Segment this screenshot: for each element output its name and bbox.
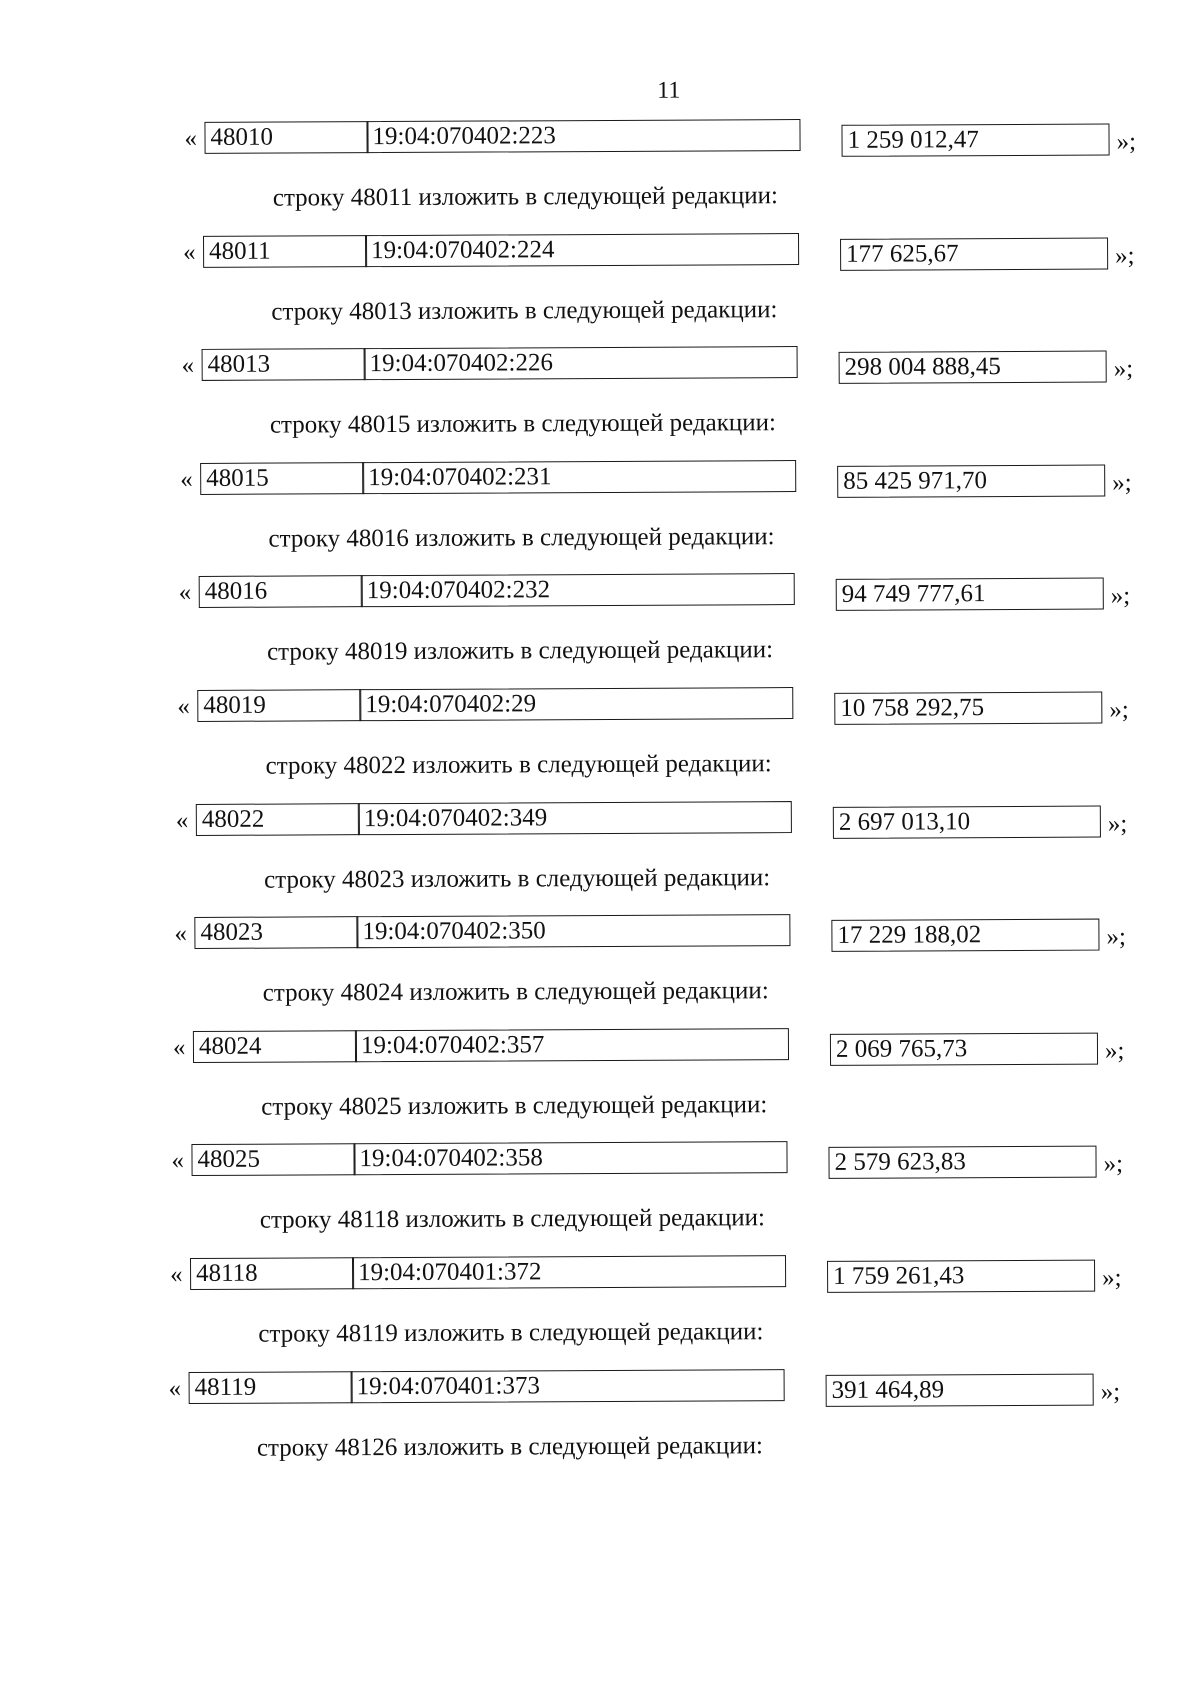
instruction-text: строку 48015 изложить в следующей редакции: (269, 409, 777, 439)
table-entry (0, 912, 1200, 1042)
table-entry (3, 1367, 1200, 1497)
table-entry (0, 344, 1198, 474)
table-entry (1, 1026, 1200, 1156)
cadastral-number-cell: 19:04:070402:231 (362, 460, 796, 494)
cadastral-number-cell: 19:04:070402:357 (355, 1028, 789, 1062)
close-quote: »; (1103, 1150, 1124, 1178)
row-number-cell: 48024 (193, 1030, 357, 1063)
close-quote: »; (1100, 1378, 1121, 1406)
cadastral-number-cell: 19:04:070402:358 (353, 1141, 787, 1175)
row-number-cell: 48011 (203, 235, 367, 268)
value-cell: 85 425 971,70 (837, 464, 1105, 497)
row-number-cell: 48023 (194, 916, 358, 949)
instruction-text: строку 48118 изложить в следующей редакции: (259, 1204, 765, 1235)
open-quote: « (184, 124, 198, 153)
close-quote: »; (1112, 469, 1132, 497)
table-row (175, 799, 1128, 839)
open-quote: « (170, 1261, 183, 1289)
instruction-text: строку 48016 изложить в следующей редакции: (268, 522, 775, 553)
close-quote: »; (1104, 1037, 1125, 1065)
cadastral-number-cell: 19:04:070402:349 (358, 801, 792, 835)
table-row (168, 1367, 1121, 1407)
instruction-text: строку 48025 изложить в следующей редакции: (261, 1090, 768, 1121)
cadastral-number-cell: 19:04:070402:226 (364, 346, 798, 380)
table-row (178, 572, 1131, 612)
row-number-cell: 48013 (202, 348, 366, 381)
row-number-cell: 48119 (189, 1371, 353, 1404)
cadastral-number-cell: 19:04:070401:372 (352, 1255, 786, 1289)
open-quote: « (168, 1374, 182, 1402)
value-cell: 17 229 188,02 (831, 919, 1099, 952)
close-quote: »; (1116, 128, 1137, 156)
instruction-text: строку 48023 изложить в следующей редакции: (264, 863, 771, 894)
cadastral-number-cell: 19:04:070402:223 (366, 119, 800, 153)
instruction-text: строку 48119 изложить в следующей редакции: (258, 1318, 764, 1348)
table-entry (2, 1253, 1200, 1383)
row-number-cell: 48118 (190, 1257, 354, 1290)
instruction-text: строку 48022 изложить в следующей редакции: (265, 750, 772, 780)
row-number-cell: 48019 (197, 689, 361, 722)
close-quote: »; (1109, 696, 1129, 724)
cadastral-number-cell: 19:04:070401:373 (351, 1369, 785, 1403)
open-quote: « (180, 465, 193, 493)
value-cell: 177 625,67 (840, 237, 1108, 270)
table-entry (0, 685, 1200, 815)
open-quote: « (183, 238, 196, 266)
row-number-cell: 48025 (191, 1144, 355, 1177)
cadastral-number-cell: 19:04:070402:232 (361, 573, 795, 607)
row-number-cell: 48015 (200, 462, 364, 495)
row-number-cell: 48010 (204, 121, 368, 154)
open-quote: « (177, 693, 190, 721)
open-quote: « (171, 1147, 185, 1175)
row-number-cell: 48016 (199, 576, 363, 609)
table-entry (0, 458, 1199, 588)
value-cell: 391 464,89 (826, 1373, 1094, 1406)
close-quote: »; (1113, 355, 1134, 383)
close-quote: »; (1115, 241, 1135, 270)
table-row (180, 458, 1132, 498)
open-quote: « (174, 920, 187, 948)
table-entry (0, 799, 1200, 929)
open-quote: « (181, 352, 195, 380)
open-quote: « (172, 1033, 186, 1061)
instruction-text: строку 48011 изложить в следующей редакции: (272, 182, 778, 212)
table-row (184, 117, 1137, 157)
table-row (183, 231, 1135, 271)
table-entry (0, 117, 1197, 247)
instruction-text: строку 48019 изложить в следующей редакции: (266, 636, 774, 667)
table-row (181, 345, 1134, 385)
open-quote: « (178, 579, 192, 607)
instruction-text: строку 48013 изложить в следующей редакции: (271, 295, 778, 326)
table-entry (0, 231, 1198, 361)
table-row (171, 1140, 1124, 1180)
close-quote: »; (1106, 923, 1126, 951)
table-row (174, 913, 1126, 953)
value-cell: 298 004 888,45 (839, 351, 1107, 384)
close-quote: »; (1102, 1264, 1122, 1292)
close-quote: »; (1107, 810, 1128, 838)
cadastral-number-cell: 19:04:070402:350 (356, 914, 790, 948)
value-cell: 1 259 012,47 (841, 124, 1109, 157)
instruction-text: строку 48126 изложить в следующей редакции: (256, 1431, 764, 1462)
value-cell: 1 759 261,43 (827, 1260, 1095, 1293)
value-cell: 10 758 292,75 (834, 692, 1102, 725)
table-entry (1, 1139, 1200, 1269)
table-row (172, 1026, 1125, 1066)
value-cell: 94 749 777,61 (836, 578, 1104, 611)
value-cell: 2 579 623,83 (828, 1146, 1096, 1179)
value-cell: 2 697 013,10 (833, 805, 1101, 838)
page-number: 11 (657, 77, 681, 104)
row-number-cell: 48022 (196, 803, 360, 836)
cadastral-number-cell: 19:04:070402:224 (365, 233, 799, 267)
close-quote: »; (1110, 582, 1131, 610)
instruction-text: строку 48024 изложить в следующей редакции: (262, 977, 769, 1007)
value-cell: 2 069 765,73 (830, 1032, 1098, 1065)
cadastral-number-cell: 19:04:070402:29 (359, 687, 793, 721)
table-entry (0, 571, 1199, 701)
open-quote: « (175, 806, 189, 834)
table-row (177, 685, 1129, 725)
table-row (170, 1254, 1122, 1294)
